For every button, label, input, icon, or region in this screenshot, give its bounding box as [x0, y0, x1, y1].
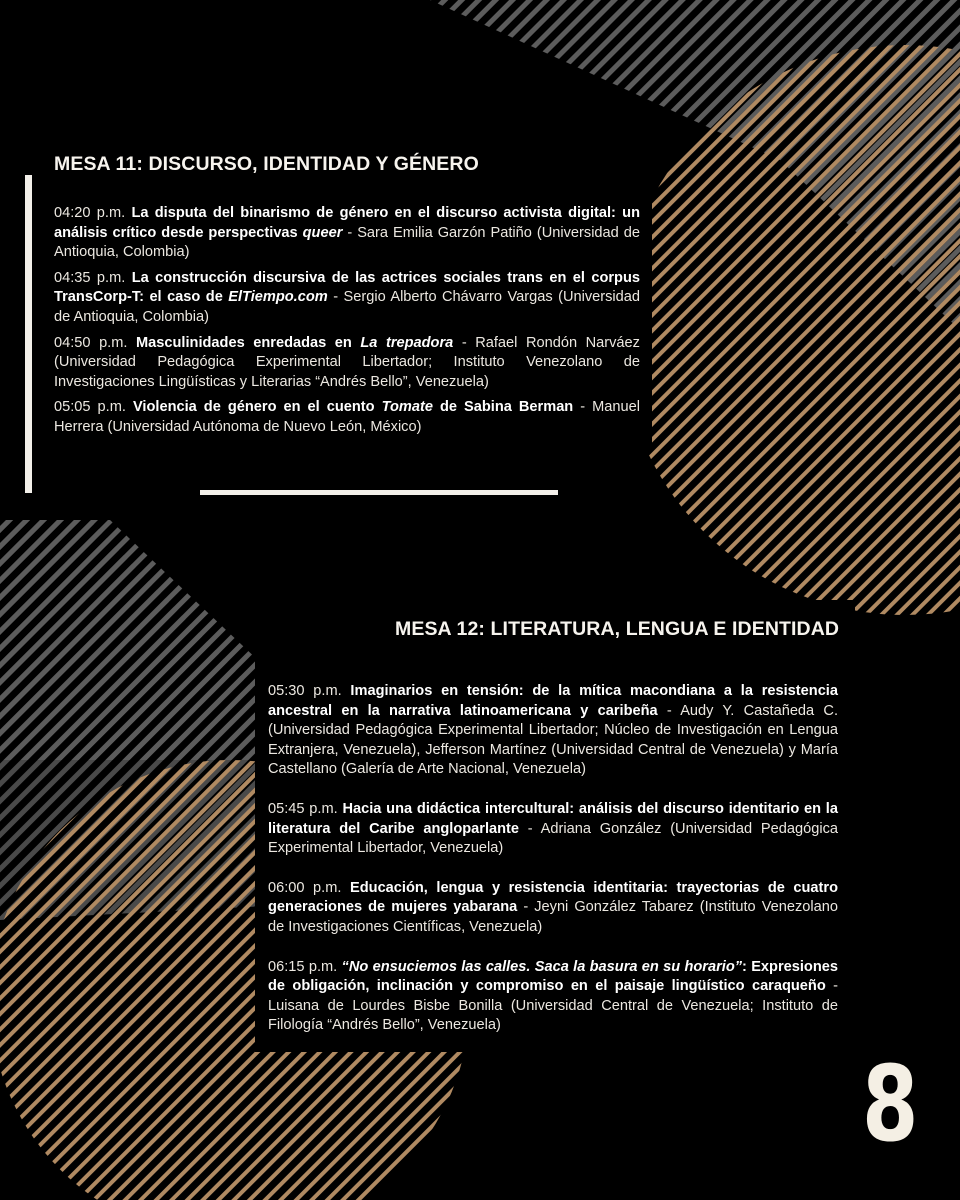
entry-title: La disputa del binarismo de género en el discurso activista digital: un análisis crítico desde perspectivas queer [54, 205, 640, 241]
entry-title: La construcción discursiva de las actrices sociales trans en el corpus TransCorp-T: el caso de ElTiempo.com [54, 269, 640, 306]
mesa-12-entry-4 [268, 958, 838, 1036]
entry-author: - Luisana de Lourdes Bisbe Bonilla (Universidad Central de Venezuela; Instituto de Filología “Andrés Bello”, Venezuela) [268, 978, 838, 1034]
mesa-11-entry-1 [54, 204, 640, 263]
entry-time: 04:50 p.m. [54, 334, 128, 351]
vertical-divider-bar [25, 175, 32, 493]
entry-title: Educación, lengua y resistencia identitaria: trayectorias de cuatro generaciones de mujeres yabarana [268, 879, 838, 916]
entry-time: 05:05 p.m. [54, 399, 126, 416]
mesa-12-heading: MESA 12: LITERATURA, LENGUA E IDENTIDAD [395, 618, 840, 640]
entry-time: 04:35 p.m. [54, 269, 126, 286]
entry-time: 06:00 p.m. [268, 879, 342, 896]
mesa-12-entry-1 [268, 682, 838, 780]
entry-title: Hacia una didáctica intercultural: análisis del discurso identitario en la literatura del Caribe angloparlante [268, 800, 838, 837]
entry-time: 06:15 p.m. [268, 958, 338, 975]
entry-author: - Sergio Alberto Chávarro Vargas (Universidad de Antioquia, Colombia) [54, 289, 641, 325]
mesa-11-entry-2 [54, 269, 640, 328]
entry-title: Masculinidades enredadas en La trepadora [136, 334, 454, 351]
mesa-11-entry-4 [54, 398, 640, 437]
entry-author: - Adriana González (Universidad Pedagógica Experimental Libertador, Venezuela) [268, 820, 838, 857]
entry-time: 05:30 p.m. [268, 683, 342, 699]
mesa-12-entry-2 [268, 800, 838, 859]
mesa-11-section [54, 153, 640, 444]
mesa-12-entry-3 [268, 879, 838, 938]
entry-author: - Jeyni González Tabarez (Instituto Venezolano de Investigaciones Científicas, Venezuela) [268, 899, 838, 935]
horizontal-divider-bar [200, 490, 558, 495]
entry-title: Imaginarios en tensión: de la mítica macondiana a la resistencia ancestral en la narrativa latinoamericana y caribeña [268, 683, 838, 719]
entry-author: - Audy Y. Castañeda C. (Universidad Pedagógica Experimental Libertador; Núcleo de Investigación en Lengua Extranjera, Venezuela), Jefferson Martínez (Universidad Central de Venezuela) y María Castellano (Galería de Arte Nacional, Venezuela) [268, 702, 838, 778]
mesa-11-entry-3 [54, 334, 640, 393]
entry-time: 04:20 p.m. [54, 205, 126, 221]
mesa-12-heading-wrap [395, 618, 855, 641]
mesa-11-heading: MESA 11: DISCURSO, IDENTIDAD Y GÉNERO [54, 153, 479, 175]
entry-title: Violencia de género en el cuento Tomate de Sabina Berman [132, 399, 574, 416]
page-number: 8 [862, 1043, 919, 1165]
entry-title: “No ensuciemos las calles. Saca la basura en su horario”: Expresiones de obligación, inclinación y compromiso en el paisaje lingüístico caraqueño [268, 958, 838, 995]
entry-author: - Rafael Rondón Narváez (Universidad Pedagógica Experimental Libertador; Instituto Venezolano de Investigaciones Lingüísticas y Literarias “Andrés Bello”, Venezuela) [54, 334, 640, 390]
entry-time: 05:45 p.m. [268, 800, 338, 817]
mesa-12-section [268, 682, 838, 1056]
entry-author: - Sara Emilia Garzón Patiño (Universidad de Antioquia, Colombia) [54, 224, 640, 261]
entry-author: - Manuel Herrera (Universidad Autónoma de Nuevo León, México) [54, 399, 640, 435]
